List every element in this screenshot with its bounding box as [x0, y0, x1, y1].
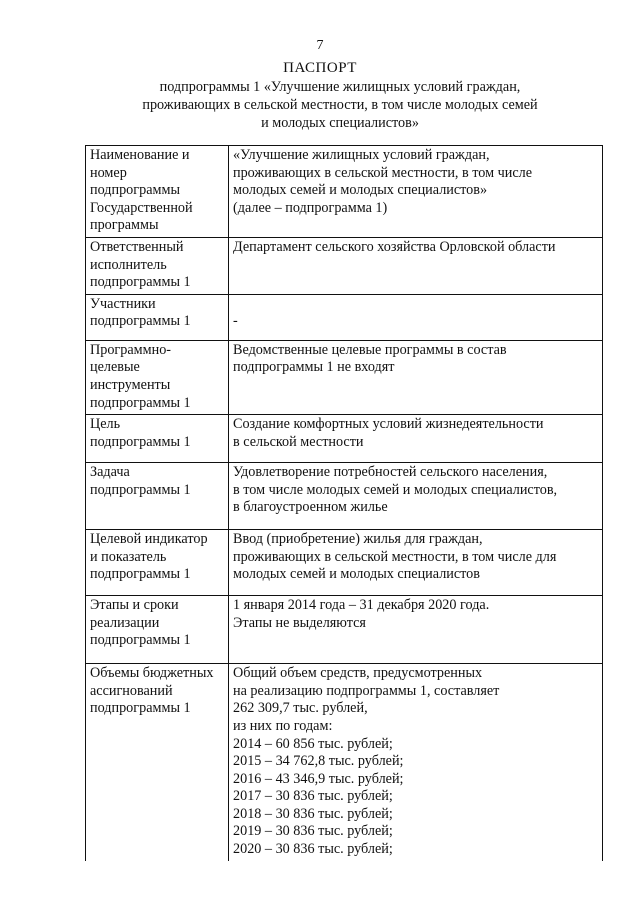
- row-label: [86, 415, 229, 463]
- passport-row: [86, 596, 603, 664]
- value-line: молодых семей и молодых специалистов»: [233, 182, 488, 199]
- value-line: Ведомственные целевые программы в состав: [233, 341, 507, 358]
- label-line: подпрограммы 1: [90, 566, 191, 583]
- label-line: инструменты: [90, 376, 171, 393]
- label-line: Программно-: [90, 341, 172, 358]
- row-value: [229, 596, 603, 664]
- value-line: «Улучшение жилищных условий граждан,: [233, 147, 490, 163]
- value-line: подпрограммы 1 не входят: [233, 359, 395, 376]
- document-subtitle: [110, 78, 570, 132]
- passport-row: [86, 340, 603, 414]
- label-line: подпрограммы: [90, 182, 180, 199]
- value-line: в благоустроенном жилье: [233, 499, 388, 516]
- value-line: -: [233, 313, 238, 330]
- row-value: [229, 237, 603, 294]
- value-line: проживающих в сельской местности, в том числе для: [233, 548, 557, 565]
- label-line: подпрограммы 1: [90, 632, 191, 649]
- document-title: ПАСПОРТ: [283, 60, 357, 76]
- value-line: Департамент сельского хозяйства Орловской области: [233, 238, 556, 255]
- row-label: [86, 530, 229, 596]
- row-value: [229, 530, 603, 596]
- row-value: [229, 294, 603, 340]
- row-value: [229, 340, 603, 414]
- value-line: 2019 – 30 836 тыс. рублей;: [233, 823, 393, 840]
- row-label: [86, 294, 229, 340]
- value-line: Создание комфортных условий жизнедеятельности: [233, 416, 544, 433]
- label-line: Наименование и: [90, 147, 190, 163]
- value-line: 2015 – 34 762,8 тыс. рублей;: [233, 753, 404, 770]
- passport-row: [86, 294, 603, 340]
- label-line: подпрограммы 1: [90, 313, 191, 330]
- label-line: Задача: [90, 464, 130, 481]
- label-line: подпрограммы 1: [90, 274, 191, 291]
- label-line: Этапы и сроки: [90, 597, 179, 614]
- label-line: Ответственный: [90, 238, 184, 255]
- subtitle-line: подпрограммы 1 «Улучшение жилищных условий граждан,: [159, 79, 521, 95]
- row-label: [86, 596, 229, 664]
- label-line: подпрограммы 1: [90, 433, 191, 450]
- value-line: в сельской местности: [233, 433, 364, 450]
- label-line: реализации: [90, 614, 160, 631]
- row-label: [86, 664, 229, 861]
- label-line: подпрограммы 1: [90, 700, 191, 717]
- passport-table: [85, 145, 603, 861]
- passport-row: [86, 146, 603, 238]
- passport-row: [86, 664, 603, 861]
- label-line: Целевой индикатор: [90, 531, 208, 548]
- value-line: 2018 – 30 836 тыс. рублей;: [233, 805, 393, 822]
- row-value: [229, 664, 603, 861]
- label-line: программы: [90, 217, 159, 234]
- passport-row: [86, 463, 603, 530]
- passport-row: [86, 237, 603, 294]
- row-label: [86, 237, 229, 294]
- value-line: 2020 – 30 836 тыс. рублей;: [233, 841, 393, 858]
- passport-row: [86, 415, 603, 463]
- row-label: [86, 146, 229, 238]
- page-number: 7: [316, 38, 324, 53]
- label-line: ассигнований: [90, 682, 173, 699]
- value-line: 2016 – 43 346,9 тыс. рублей;: [233, 770, 404, 787]
- value-line: Удовлетворение потребностей сельского населения,: [233, 464, 548, 481]
- value-line: 2017 – 30 836 тыс. рублей;: [233, 788, 393, 805]
- value-line: Ввод (приобретение) жилья для граждан,: [233, 531, 483, 548]
- subtitle-line: и молодых специалистов»: [261, 115, 419, 131]
- row-label: [86, 463, 229, 530]
- label-line: Цель: [90, 416, 121, 433]
- value-line: 262 309,7 тыс. рублей,: [233, 700, 368, 717]
- value-line: 2014 – 60 856 тыс. рублей;: [233, 735, 393, 752]
- row-value: [229, 146, 603, 238]
- value-line: проживающих в сельской местности, в том числе: [233, 164, 533, 181]
- value-line: молодых семей и молодых специалистов: [233, 566, 480, 583]
- label-line: Государственной: [90, 199, 193, 216]
- label-line: исполнитель: [90, 256, 167, 273]
- label-line: подпрограммы 1: [90, 481, 191, 498]
- value-line: 1 января 2014 года – 31 декабря 2020 года.: [233, 597, 490, 614]
- label-line: Участники: [90, 295, 156, 312]
- subtitle-line: проживающих в сельской местности, в том числе молодых семей: [142, 97, 538, 113]
- value-line: (далее – подпрограмма 1): [233, 199, 388, 216]
- row-value: [229, 463, 603, 530]
- row-label: [86, 340, 229, 414]
- label-line: Объемы бюджетных: [90, 665, 214, 682]
- value-line: Общий объем средств, предусмотренных: [233, 665, 483, 682]
- label-line: и показатель: [90, 548, 167, 565]
- passport-row: [86, 530, 603, 596]
- label-line: номер: [90, 164, 127, 181]
- row-value: [229, 415, 603, 463]
- label-line: целевые: [90, 359, 140, 376]
- value-line: [233, 296, 599, 314]
- label-line: подпрограммы 1: [90, 394, 191, 411]
- value-line: на реализацию подпрограммы 1, составляет: [233, 682, 500, 699]
- value-line: из них по годам:: [233, 717, 333, 734]
- value-line: Этапы не выделяются: [233, 614, 366, 631]
- value-line: в том числе молодых семей и молодых специалистов,: [233, 481, 558, 498]
